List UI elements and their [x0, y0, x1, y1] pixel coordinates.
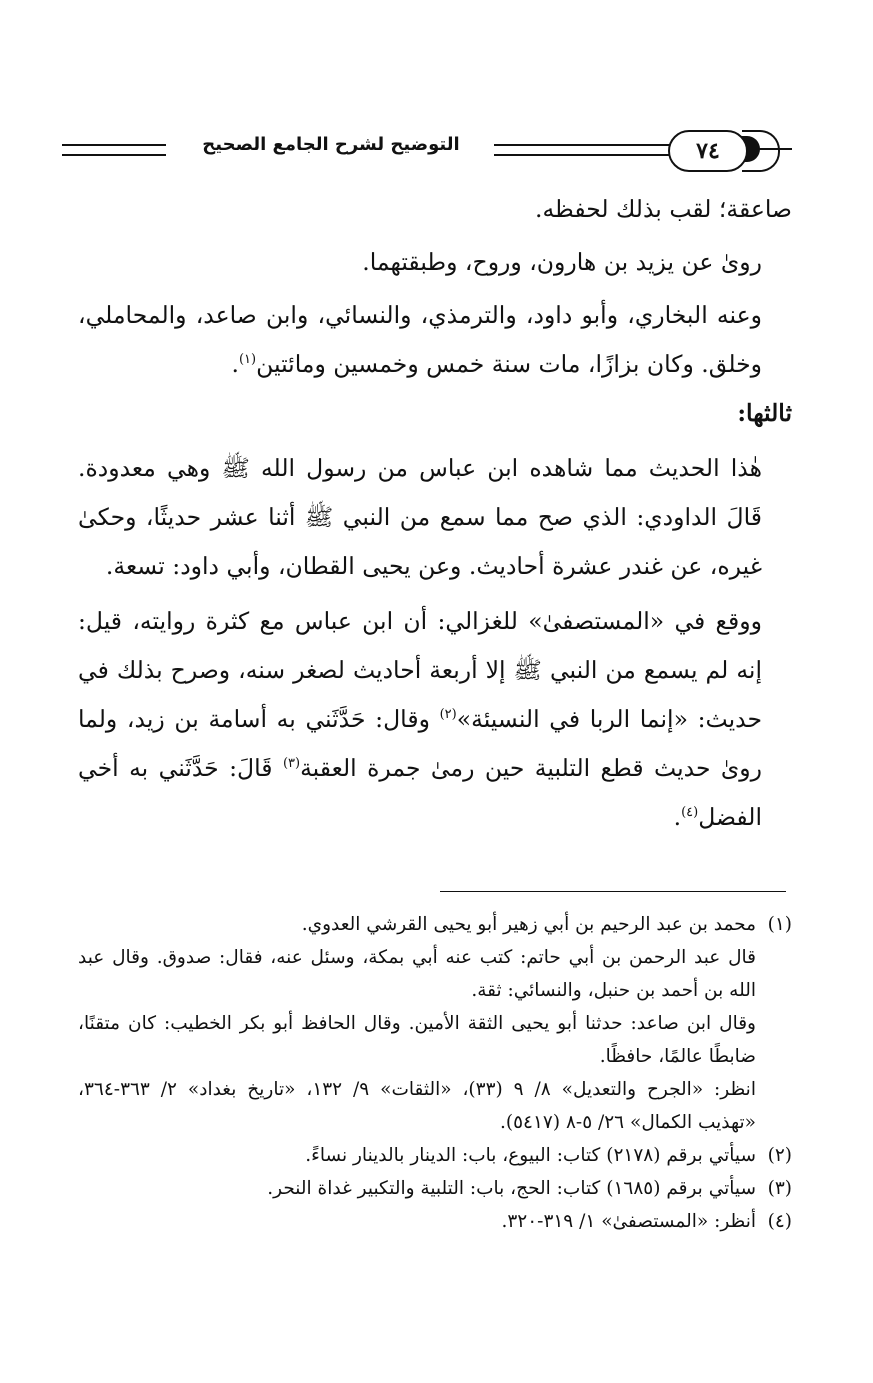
footnote-separator: [440, 891, 786, 892]
footnote-ref: (١): [238, 352, 257, 368]
section-heading: ثالثها:: [737, 399, 792, 427]
paragraph: روىٰ عن يزيد بن هارون، وروح، وطبقتهما.: [362, 248, 762, 276]
header-rule-middle: [494, 144, 670, 156]
footnote-number: (٤): [767, 1211, 792, 1232]
footnote-ref: (٤): [681, 805, 699, 821]
paragraph: ووقع في «المستصفىٰ» للغزالي: أن ابن عباس مع كثرة روايته، قيل: إنه لم يسمع من النبي ﷺ إلا أربعة أحاديث لصغر سنه، وصرح بذلك في حديث: «إنما الربا في النسيئة»$^{(٢)}$ وقال: حَدَّثَني به أسامة بن زيد، ولما روىٰ حديث قطع التلبية حين رمىٰ جمرة العقبة$^{(٣)}$ قَالَ: حَدَّثَني به أخي الفضل$^{(٤)}$.: [78, 607, 762, 831]
main-text: [78, 185, 792, 842]
paragraph: وعنه البخاري، وأبو داود، والترمذي، والنسائي، وابن صاعد، والمحاملي، وخلق. وكان بزازًا، مات سنة خمس وخمسين ومائتين$^{(١)}$.: [78, 301, 762, 378]
footnote-number: (١): [767, 914, 792, 935]
footnote-item: (٤) أنظر: «المستصفىٰ» ١/ ٣١٩-٣٢٠.: [78, 1205, 792, 1238]
footnote-number: (٣): [767, 1178, 792, 1199]
page-number-ornament: [662, 128, 792, 172]
paragraph: هٰذا الحديث مما شاهده ابن عباس من رسول الله ﷺ وهي معدودة. قَالَ الداودي: الذي صح مما سمع من النبي ﷺ أثنا عشر حديثًا، وحكىٰ غيره، عن غندر عشرة أحاديث. وعن يحيى القطان، وأبي داود: تسعة.: [78, 454, 762, 580]
footnote-item: (٢) سيأتي برقم (٢١٧٨) كتاب: البيوع، باب: الدينار بالدينار نساءً.: [78, 1139, 792, 1172]
running-title: التوضيح لشرح الجامع الصحيح: [186, 134, 476, 155]
footnote-ref: (٣): [282, 756, 301, 772]
page-number: ٧٤: [668, 130, 748, 172]
footnote-item: (١) محمد بن عبد الرحيم بن أبي زهير أبو يحيى القرشي العدوي. قال عبد الرحمن بن أبي حاتم: كتب عنه أبي بمكة، وسئل عنه، فقال: صدوق. وقال عبد الله بن أحمد بن حنبل، والنسائي: ثقة. وقال ابن صاعد: حدثنا أبو يحيى الثقة الأمين. وقال الحافظ أبو بكر الخطيب: كان متقنًا، ضابطًا عالمًا، حافظًا. انظر: «الجرح والتعديل» ٨/ ٩ (٣٣)، «الثقات» ٩/ ١٣٢، «تاريخ بغداد» ٢/ ٣٦٣-٣٦٤، «تهذيب الكمال» ٢٦/ ٥-٨ (٥٤١٧).: [78, 908, 792, 1139]
footnote-number: (٢): [767, 1145, 792, 1166]
page-header: [62, 128, 792, 172]
header-rule-left: [62, 144, 166, 156]
footnote-item: (٣) سيأتي برقم (١٦٨٥) كتاب: الحج، باب: التلبية والتكبير غداة النحر.: [78, 1172, 792, 1205]
footnote-ref: (٢): [439, 707, 457, 723]
footnotes: [78, 908, 792, 1238]
paragraph: صاعقة؛ لقب بذلك لحفظه.: [534, 195, 792, 223]
